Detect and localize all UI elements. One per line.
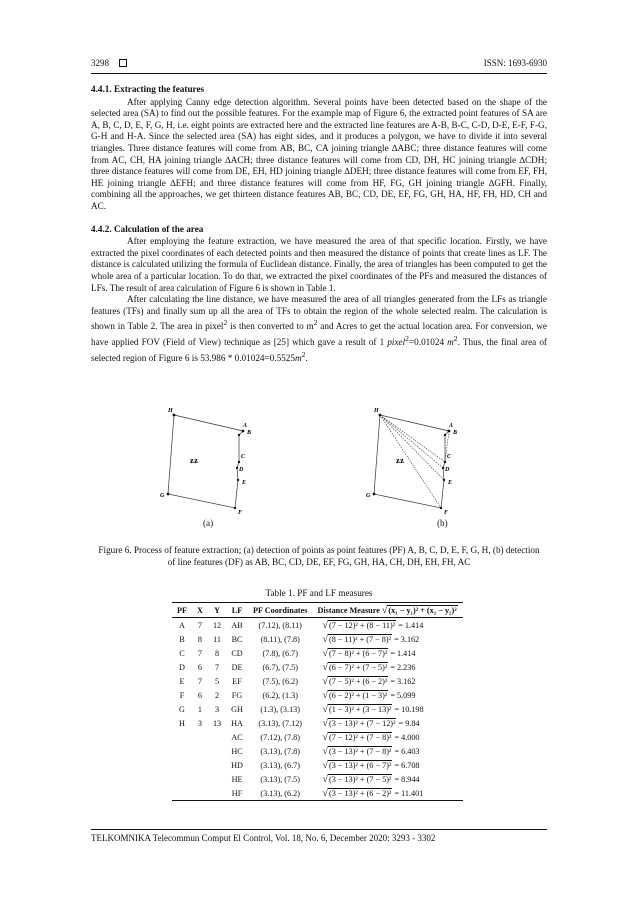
cell-y [208, 758, 226, 772]
cell-x [192, 730, 208, 744]
cell-lf: EF [232, 676, 242, 686]
cell-coords: (7.12), (8.11) [258, 620, 302, 630]
table-row [172, 772, 463, 786]
section-442-paragraph-1: After employing the feature extraction, we have measured the area of that specific location. Firstly, we have extracted the pixel coordinates of each detected points and then measured the distance of points that create lines as LF. The distance is calculated utilizing the formula of Euclidean distance. Finally, the area of triangles has been computed to get the whole area of a particular location. To do that, we extracted the pixel coordinates of the PFs and measured the distances of LFs. The result of area calculation of Figure 6 is shown in Table 1. [91, 236, 547, 293]
table-row [172, 632, 463, 646]
cell-x: 7 [197, 676, 203, 686]
cell-distance: √(3 − 13)² + (6 − 7)² = 6.708 [322, 759, 420, 771]
cell-distance: √(7 − 8)² + (6 − 7)² = 1.414 [322, 647, 416, 659]
cell-y: 5 [214, 676, 220, 686]
cell-lf: HA [231, 718, 243, 728]
point-label-a-b: A [449, 423, 454, 429]
col-distance: Distance Measure √(x₁ − y₁)² + (x₂ − y₂)² [317, 604, 457, 616]
page-footer: TELKOMNIKA Telecommun Comput El Control, Vol. 18, No. 6, December 2020: 3293 - 3302 [91, 833, 436, 843]
square-icon [119, 59, 127, 67]
col-pf: PF [177, 605, 188, 615]
section-441-paragraph: After applying Canny edge detection algorithm. Several points have been detected based on the shape of the selected area (SA) to find out the possible features. For the example map of Figure 6, the extracted point features of SA are A, B, C, D, E, F, G, H, i.e. eight points are extracted here and the extracted line features are A-B, B-C, C-D, D-E, E-F, F-G, G-H and H-A. Since the selected area (SA) has eight sides, and it produces a polygon, we have to divide it into several triangles. Three distance features will come from AB, BC, CA joining triangle ∆ABC; three distance features will come from AC, CH, HA joining triangle ∆ACH; three distance features will come from CD, DH, HC joining triangle ∆CDH; three distance features will come from DE, EH, HD joining triangle ∆DEH; three distance features will come from EF, FH, HE joining triangle ∆EFH; and three distance features will come from HF, FG, GH joining triangle ∆GFH. Finally, combining all the approaches, we get thirteen distance features AB, BC, CD, DE, EF, FG, GH, HA, HF, FH, HD, CH and AC. [91, 96, 547, 211]
cell-pf: G [179, 704, 185, 714]
cell-coords: (3.13), (7.5) [260, 774, 300, 784]
cell-pf: A [179, 620, 185, 630]
table-row [172, 688, 463, 702]
cell-lf: HF [231, 788, 243, 798]
point-label-b: B [247, 430, 252, 436]
point-label-h: H [168, 408, 173, 414]
point-label-d-b: D [445, 467, 450, 473]
cell-y [208, 730, 226, 744]
cell-coords: (7.8), (6.7) [262, 648, 298, 658]
cell-x: 3 [197, 718, 203, 728]
table-row [172, 716, 463, 730]
cell-coords: (3.13), (6.7) [260, 760, 300, 770]
point-label-g-b: G [366, 493, 371, 499]
cell-distance: √(3 − 13)² + (7 − 8)² = 6.403 [322, 745, 420, 757]
cell-y [208, 744, 226, 758]
cell-x: 1 [197, 704, 203, 714]
page-header [91, 58, 547, 68]
cell-lf: HE [231, 774, 243, 784]
cell-y: 12 [212, 620, 222, 630]
table-row [172, 730, 463, 744]
section-442-paragraph-2: After calculating the line distance, we have measured the area of all triangles generated from the LFs as triangle features (TFs) and finally sum up all the area of TFs to obtain the region of the whole selected realm. The calculation is shown in Table 2. The area in pixel$^2$ is then converted to $m^2$ and Acres to get the actual location area. For conversion, we have applied FOV (Field of View) technique as [25] which gave a result of 1 pixel$^2$=0.01024 $m^2$. Thus, the final area of selected region of Figure 6 is $53.986 * 0.01024=0.5525m^2$. [91, 294, 548, 363]
cell-coords: (8.11), (7.8) [260, 634, 300, 644]
table-row [172, 660, 463, 674]
outline-b [374, 415, 449, 508]
cell-x: 7 [197, 620, 203, 630]
cell-distance: √(7 − 5)² + (6 − 2)² = 3.162 [322, 675, 416, 687]
point-label-e-b: E [448, 480, 453, 486]
cell-distance: √(6 − 2)² + (1 − 3)² = 5.099 [322, 689, 416, 701]
cell-y: 8 [214, 648, 220, 658]
cell-pf: D [179, 662, 185, 672]
issn: ISSN: 1693-6930 [483, 58, 547, 68]
cell-lf: DE [231, 662, 243, 672]
table-row [172, 618, 463, 633]
cell-pf [172, 758, 192, 772]
cell-y [208, 772, 226, 786]
cell-pf [172, 744, 192, 758]
table-row [172, 646, 463, 660]
cell-distance: √(3 − 13)² + (6 − 2)² = 11.401 [322, 787, 424, 799]
cell-pf: C [179, 648, 185, 658]
figure-6 [150, 404, 490, 526]
cell-coords: (6.7), (7.5) [262, 662, 298, 672]
page-number: 3298 [91, 58, 109, 68]
cell-lf: GH [231, 704, 243, 714]
cell-pf [172, 772, 192, 786]
cell-y: 2 [214, 690, 220, 700]
cell-coords: (3.13), (7.8) [260, 746, 300, 756]
cell-pf: F [179, 690, 185, 700]
point-label-h-b: H [374, 408, 379, 414]
section-title-441: 4.4.1. Extracting the features [91, 84, 205, 94]
cell-x [192, 786, 208, 801]
point-label-c-b: C [447, 454, 452, 460]
cell-pf: B [179, 634, 185, 644]
cell-y [208, 786, 226, 801]
cell-coords: (3.13), (7.12) [258, 718, 303, 728]
cell-coords: (6.2), (1.3) [262, 690, 298, 700]
figure-6a [150, 404, 270, 516]
point-label-f-b: F [444, 510, 449, 516]
cell-distance: √(3 − 13)² + (7 − 5)² = 8.944 [322, 773, 420, 785]
col-lf: LF [231, 605, 243, 615]
figure-caption: Figure 6. Process of feature extraction; (a) detection of points as point features (PF) A, B, C, D, E, F, G, H, (b) detection of line features (DF) as AB, BC, CD, DE, EF, FG, GH, HA, CH, DH, EH, FH, AC [98, 545, 540, 567]
cell-lf: CD [231, 648, 243, 658]
footer-rule [91, 829, 547, 830]
table-row [172, 758, 463, 772]
table-row [172, 702, 463, 716]
cell-lf: FG [231, 690, 243, 700]
cell-distance: √(1 − 3)² + (3 − 13)² = 10.198 [322, 703, 424, 715]
table-header-row [172, 603, 463, 618]
section-title-442: 4.4.2. Calculation of the area [91, 223, 204, 234]
cell-x [192, 744, 208, 758]
cell-lf: AB [231, 620, 243, 630]
hand-mark-b: ʑʑ [396, 456, 405, 465]
cell-y: 3 [214, 704, 220, 714]
cell-pf: E [179, 676, 185, 686]
cell-distance: √(6 − 7)² + (7 − 5)² = 2.236 [322, 661, 416, 673]
col-x: X [197, 605, 203, 615]
cell-pf [172, 786, 192, 801]
cell-lf: BC [231, 634, 243, 644]
cell-x: 6 [197, 690, 203, 700]
cell-distance: √(8 − 11)² + (7 − 8)² = 3.162 [322, 633, 420, 645]
figure-label-b: (b) [437, 518, 448, 528]
cell-x [192, 772, 208, 786]
table-row [172, 786, 463, 801]
table-1 [172, 602, 463, 801]
header-rule [91, 73, 547, 74]
cell-x: 8 [197, 634, 203, 644]
cell-x: 6 [197, 662, 203, 672]
table-row [172, 674, 463, 688]
outline-a [168, 415, 243, 508]
cell-y: 11 [213, 634, 221, 644]
cell-coords: (7.5), (6.2) [262, 676, 298, 686]
point-label-a: A [243, 423, 248, 429]
cell-y: 7 [214, 662, 220, 672]
cell-lf: AC [231, 732, 243, 742]
cell-pf [172, 730, 192, 744]
cell-distance: √(3 − 13)² + (7 − 12)² = 9.84 [322, 717, 420, 729]
table-caption: Table 1. PF and LF measures [265, 588, 373, 598]
cell-lf: HD [231, 760, 243, 770]
figure-label-a: (a) [203, 518, 214, 528]
cell-x: 7 [197, 648, 203, 658]
point-label-b-b: B [453, 430, 458, 436]
cell-lf: HC [231, 746, 243, 756]
point-label-d: D [239, 467, 244, 473]
cell-distance: √(7 − 12)² + (7 − 8)² = 4.000 [322, 731, 420, 743]
body-text [91, 84, 547, 364]
table-row [172, 744, 463, 758]
point-label-c: C [241, 454, 246, 460]
cell-y: 13 [212, 718, 222, 728]
cell-coords: (3.13), (6.2) [260, 788, 300, 798]
col-y: Y [214, 605, 220, 615]
cell-x [192, 758, 208, 772]
figure-6b [356, 404, 476, 516]
hand-mark: ʑʑ [190, 456, 199, 465]
cell-pf: H [179, 718, 185, 728]
cell-coords: (1.3), (3.13) [260, 704, 300, 714]
cell-distance: √(7 − 12)² + (8 − 11)² = 1.414 [322, 619, 424, 631]
col-coords: PF Coordinates [252, 605, 308, 615]
point-label-e: E [242, 480, 247, 486]
point-label-f: F [238, 510, 243, 516]
point-label-g: G [160, 493, 165, 499]
cell-coords: (7.12), (7.8) [260, 732, 300, 742]
